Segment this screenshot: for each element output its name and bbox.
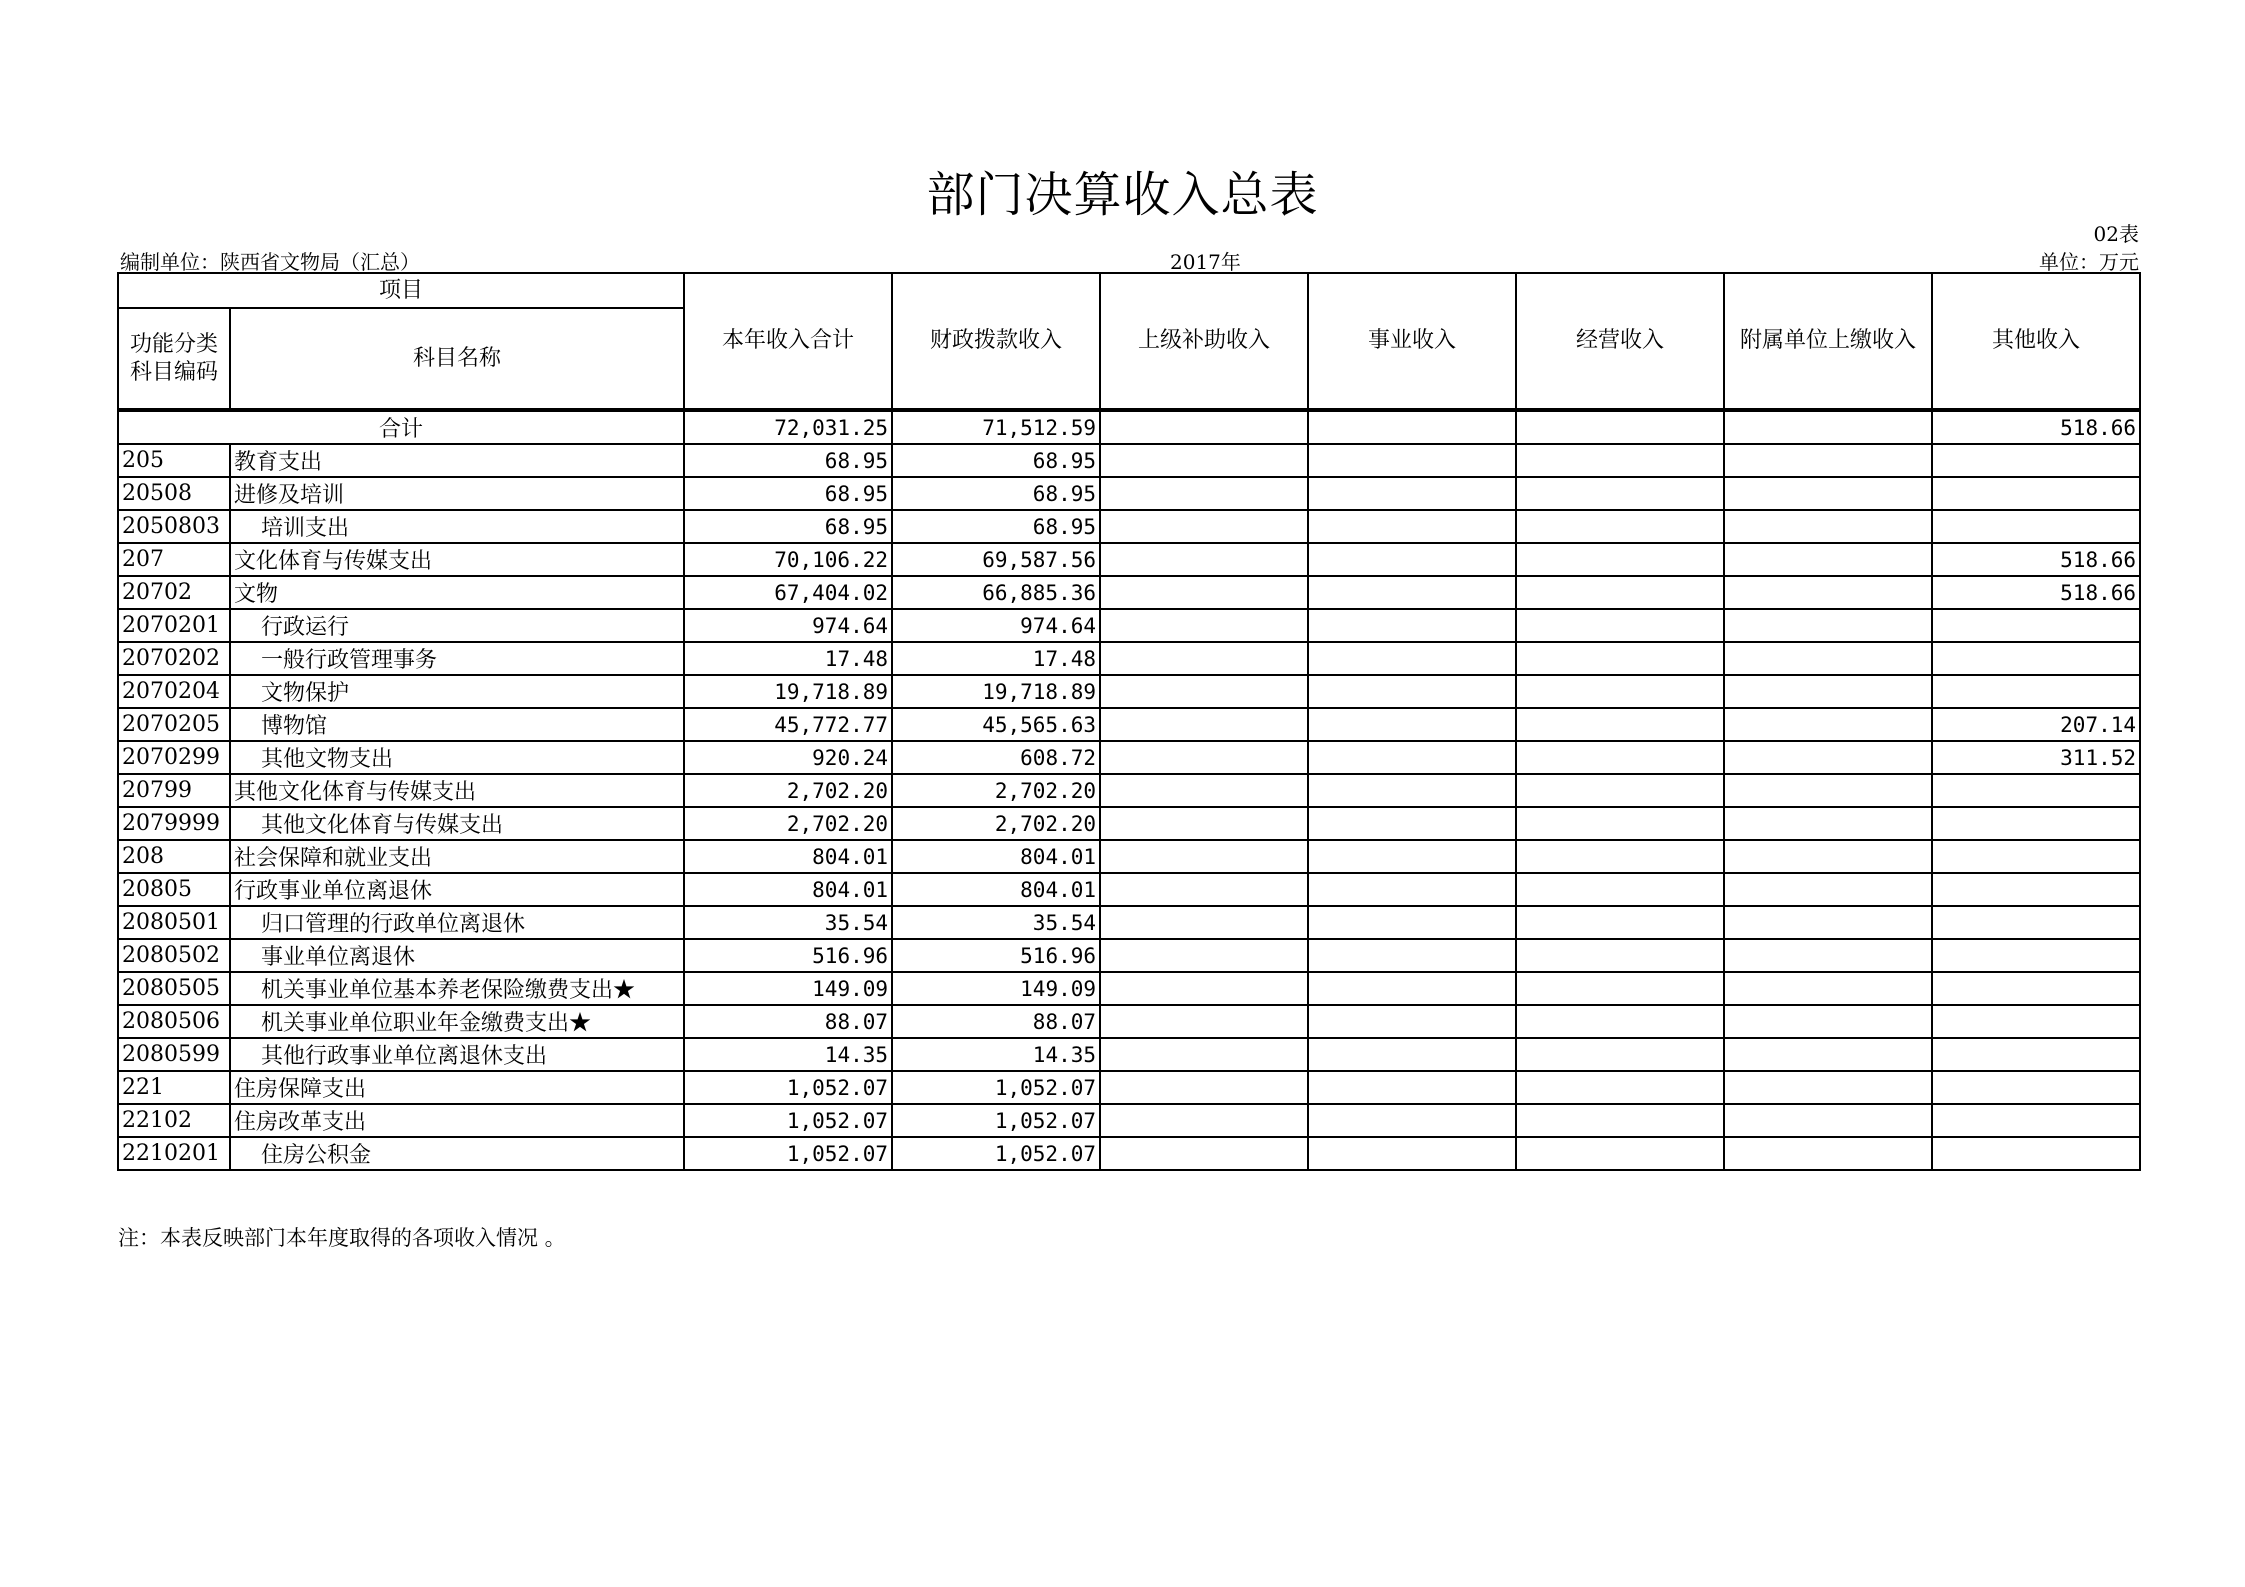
total-cell: 1,052.07: [684, 1071, 892, 1104]
total-cell: 1,052.07: [684, 1137, 892, 1170]
operating-cell: [1516, 675, 1724, 708]
operating-cell: [1516, 873, 1724, 906]
table-row: [118, 543, 2140, 576]
operating-cell: [1516, 1104, 1724, 1137]
total-cell: 17.48: [684, 642, 892, 675]
business-cell: [1308, 1071, 1516, 1104]
subject-name-cell: 机关事业单位职业年金缴费支出★: [230, 1005, 684, 1038]
other-cell: [1932, 972, 2140, 1005]
fiscal-cell: 1,052.07: [892, 1104, 1100, 1137]
header-subject-name: 科目名称: [230, 308, 684, 409]
subject-code-cell: 20508: [118, 477, 230, 510]
business-cell: [1308, 939, 1516, 972]
total-cell: 68.95: [684, 477, 892, 510]
operating-cell: [1516, 906, 1724, 939]
operating-cell: [1516, 939, 1724, 972]
subject-code-cell: 2080501: [118, 906, 230, 939]
fiscal-cell: 66,885.36: [892, 576, 1100, 609]
header-total-income: 本年收入合计: [684, 273, 892, 409]
affiliated-cell: [1724, 1005, 1932, 1038]
operating-cell: [1516, 510, 1724, 543]
affiliated-cell: [1724, 774, 1932, 807]
total-cell: 67,404.02: [684, 576, 892, 609]
other-cell: [1932, 642, 2140, 675]
business-cell: [1308, 1038, 1516, 1071]
table-row: [118, 444, 2140, 477]
operating-cell: [1516, 807, 1724, 840]
total-cell: 920.24: [684, 741, 892, 774]
table-row: [118, 1104, 2140, 1137]
affiliated-cell: [1724, 1104, 1932, 1137]
report-year: 2017年: [1170, 250, 1241, 274]
fiscal-cell: 804.01: [892, 873, 1100, 906]
fiscal-cell: 2,702.20: [892, 807, 1100, 840]
total-cell: 804.01: [684, 873, 892, 906]
table-row: [118, 609, 2140, 642]
affiliated-cell: [1724, 543, 1932, 576]
fiscal-cell: 2,702.20: [892, 774, 1100, 807]
other-cell: 207.14: [1932, 708, 2140, 741]
superior-cell: [1100, 1137, 1308, 1170]
other-cell: [1932, 1038, 2140, 1071]
superior-cell: [1100, 939, 1308, 972]
business-cell: [1308, 972, 1516, 1005]
total-cell: 68.95: [684, 510, 892, 543]
subject-code-cell: 2080502: [118, 939, 230, 972]
affiliated-cell: [1724, 609, 1932, 642]
total-cell: 149.09: [684, 972, 892, 1005]
subject-code-cell: 20799: [118, 774, 230, 807]
fiscal-cell: 14.35: [892, 1038, 1100, 1071]
business-cell: [1308, 477, 1516, 510]
table-row: [118, 1137, 2140, 1170]
other-cell: [1932, 444, 2140, 477]
affiliated-cell: [1724, 939, 1932, 972]
fiscal-cell: 516.96: [892, 939, 1100, 972]
superior-cell: [1100, 807, 1308, 840]
other-cell: 518.66: [1932, 543, 2140, 576]
other-cell: [1932, 510, 2140, 543]
subject-name-cell: 进修及培训: [230, 477, 684, 510]
operating-cell: [1516, 708, 1724, 741]
business-cell: [1308, 840, 1516, 873]
subject-code-cell: 22102: [118, 1104, 230, 1137]
subject-name-cell: 住房改革支出: [230, 1104, 684, 1137]
superior-cell: [1100, 873, 1308, 906]
affiliated-cell: [1724, 972, 1932, 1005]
subject-code-cell: 2070204: [118, 675, 230, 708]
fiscal-cell: 45,565.63: [892, 708, 1100, 741]
superior-cell: [1100, 576, 1308, 609]
subject-code-cell: 2080599: [118, 1038, 230, 1071]
table-row: [118, 840, 2140, 873]
operating-cell: [1516, 543, 1724, 576]
total-cell: 88.07: [684, 1005, 892, 1038]
fiscal-cell: 69,587.56: [892, 543, 1100, 576]
reporting-organization: 编制单位：陕西省文物局（汇总）: [120, 250, 420, 274]
other-cell: [1932, 906, 2140, 939]
subject-code-cell: 2050803: [118, 510, 230, 543]
superior-cell: [1100, 1104, 1308, 1137]
subject-name-cell: 社会保障和就业支出: [230, 840, 684, 873]
table-row: [118, 708, 2140, 741]
table-row: [118, 873, 2140, 906]
subject-code-cell: 221: [118, 1071, 230, 1104]
affiliated-cell: [1724, 576, 1932, 609]
subject-name-cell: 机关事业单位基本养老保险缴费支出★: [230, 972, 684, 1005]
fiscal-cell: 68.95: [892, 477, 1100, 510]
table-row: [118, 807, 2140, 840]
superior-cell: [1100, 477, 1308, 510]
business-cell: [1308, 543, 1516, 576]
other-cell: [1932, 477, 2140, 510]
operating-cell: [1516, 972, 1724, 1005]
table-row: [118, 774, 2140, 807]
other-cell: [1932, 807, 2140, 840]
operating-cell: [1516, 1038, 1724, 1071]
total-cell: 35.54: [684, 906, 892, 939]
table-row: [118, 510, 2140, 543]
superior-cell: [1100, 510, 1308, 543]
subject-name-cell: 住房保障支出: [230, 1071, 684, 1104]
fiscal-cell: 1,052.07: [892, 1137, 1100, 1170]
other-cell: [1932, 939, 2140, 972]
subject-name-cell: 博物馆: [230, 708, 684, 741]
operating-cell: [1516, 477, 1724, 510]
affiliated-cell: [1724, 411, 1932, 444]
total-row: [118, 411, 2140, 444]
other-cell: 518.66: [1932, 576, 2140, 609]
other-cell: 311.52: [1932, 741, 2140, 774]
other-cell: [1932, 609, 2140, 642]
affiliated-cell: [1724, 1038, 1932, 1071]
operating-cell: [1516, 774, 1724, 807]
total-cell: 804.01: [684, 840, 892, 873]
subject-code-cell: 2080505: [118, 972, 230, 1005]
affiliated-cell: [1724, 1137, 1932, 1170]
fiscal-cell: 68.95: [892, 444, 1100, 477]
header-other-income: 其他收入: [1932, 273, 2140, 409]
subject-name-cell: 行政运行: [230, 609, 684, 642]
superior-cell: [1100, 444, 1308, 477]
subject-code-cell: 2080506: [118, 1005, 230, 1038]
subject-name-cell: 文物: [230, 576, 684, 609]
affiliated-cell: [1724, 1071, 1932, 1104]
total-cell: 14.35: [684, 1038, 892, 1071]
footnote: 注：本表反映部门本年度取得的各项收入情况 。: [118, 1226, 566, 1250]
table-row: [118, 576, 2140, 609]
fiscal-cell: 71,512.59: [892, 411, 1100, 444]
subject-name-cell: 一般行政管理事务: [230, 642, 684, 675]
total-cell: 70,106.22: [684, 543, 892, 576]
business-cell: [1308, 510, 1516, 543]
affiliated-cell: [1724, 642, 1932, 675]
affiliated-cell: [1724, 840, 1932, 873]
header-superior-subsidy: 上级补助收入: [1100, 273, 1308, 409]
total-cell: 72,031.25: [684, 411, 892, 444]
business-cell: [1308, 741, 1516, 774]
business-cell: [1308, 708, 1516, 741]
table-row: [118, 1038, 2140, 1071]
currency-unit: 单位：万元: [2039, 250, 2139, 274]
table-row: [118, 741, 2140, 774]
table-row: [118, 675, 2140, 708]
table-row: [118, 477, 2140, 510]
subject-code-cell: 208: [118, 840, 230, 873]
affiliated-cell: [1724, 906, 1932, 939]
affiliated-cell: [1724, 807, 1932, 840]
page-title: 部门决算收入总表: [926, 167, 1319, 223]
affiliated-cell: [1724, 741, 1932, 774]
business-cell: [1308, 1005, 1516, 1038]
superior-cell: [1100, 1071, 1308, 1104]
subject-name-cell: 归口管理的行政单位离退休: [230, 906, 684, 939]
business-cell: [1308, 873, 1516, 906]
operating-cell: [1516, 411, 1724, 444]
affiliated-cell: [1724, 675, 1932, 708]
other-cell: 518.66: [1932, 411, 2140, 444]
business-cell: [1308, 675, 1516, 708]
subject-name-cell: 培训支出: [230, 510, 684, 543]
subject-code-cell: 20702: [118, 576, 230, 609]
table-row: [118, 1071, 2140, 1104]
fiscal-cell: 19,718.89: [892, 675, 1100, 708]
superior-cell: [1100, 642, 1308, 675]
subject-code-cell: 2070205: [118, 708, 230, 741]
subject-code-cell: 207: [118, 543, 230, 576]
affiliated-cell: [1724, 444, 1932, 477]
table-row: [118, 972, 2140, 1005]
superior-cell: [1100, 675, 1308, 708]
other-cell: [1932, 873, 2140, 906]
superior-cell: [1100, 972, 1308, 1005]
total-cell: 2,702.20: [684, 807, 892, 840]
subject-code-cell: 2070299: [118, 741, 230, 774]
business-cell: [1308, 906, 1516, 939]
business-cell: [1308, 576, 1516, 609]
business-cell: [1308, 642, 1516, 675]
operating-cell: [1516, 1071, 1724, 1104]
fiscal-cell: 1,052.07: [892, 1071, 1100, 1104]
fiscal-cell: 804.01: [892, 840, 1100, 873]
business-cell: [1308, 609, 1516, 642]
operating-cell: [1516, 1005, 1724, 1038]
affiliated-cell: [1724, 477, 1932, 510]
affiliated-cell: [1724, 873, 1932, 906]
total-label: 合计: [118, 411, 684, 444]
superior-cell: [1100, 1038, 1308, 1071]
subject-code-cell: 2079999: [118, 807, 230, 840]
superior-cell: [1100, 840, 1308, 873]
total-cell: 19,718.89: [684, 675, 892, 708]
table-row: [118, 906, 2140, 939]
subject-code-cell: 2070201: [118, 609, 230, 642]
table-row: [118, 1005, 2140, 1038]
affiliated-cell: [1724, 708, 1932, 741]
other-cell: [1932, 840, 2140, 873]
superior-cell: [1100, 741, 1308, 774]
income-summary-table: [117, 272, 2141, 1171]
subject-code-cell: 205: [118, 444, 230, 477]
business-cell: [1308, 1137, 1516, 1170]
other-cell: [1932, 1071, 2140, 1104]
other-cell: [1932, 675, 2140, 708]
subject-name-cell: 其他文物支出: [230, 741, 684, 774]
total-cell: 516.96: [684, 939, 892, 972]
other-cell: [1932, 1005, 2140, 1038]
operating-cell: [1516, 840, 1724, 873]
subject-name-cell: 事业单位离退休: [230, 939, 684, 972]
affiliated-cell: [1724, 510, 1932, 543]
fiscal-cell: 35.54: [892, 906, 1100, 939]
header-affiliated-income: 附属单位上缴收入: [1724, 273, 1932, 409]
total-cell: 1,052.07: [684, 1104, 892, 1137]
header-project: 项目: [118, 273, 684, 308]
fiscal-cell: 17.48: [892, 642, 1100, 675]
subject-name-cell: 其他文化体育与传媒支出: [230, 807, 684, 840]
business-cell: [1308, 807, 1516, 840]
business-cell: [1308, 411, 1516, 444]
subject-code-cell: 2210201: [118, 1137, 230, 1170]
superior-cell: [1100, 906, 1308, 939]
subject-name-cell: 其他文化体育与传媒支出: [230, 774, 684, 807]
subject-name-cell: 行政事业单位离退休: [230, 873, 684, 906]
subject-name-cell: 文化体育与传媒支出: [230, 543, 684, 576]
table-row: [118, 939, 2140, 972]
business-cell: [1308, 444, 1516, 477]
operating-cell: [1516, 576, 1724, 609]
fiscal-cell: 68.95: [892, 510, 1100, 543]
superior-cell: [1100, 1005, 1308, 1038]
subject-code-cell: 20805: [118, 873, 230, 906]
operating-cell: [1516, 609, 1724, 642]
fiscal-cell: 608.72: [892, 741, 1100, 774]
total-cell: 68.95: [684, 444, 892, 477]
superior-cell: [1100, 411, 1308, 444]
other-cell: [1932, 1137, 2140, 1170]
fiscal-cell: 974.64: [892, 609, 1100, 642]
superior-cell: [1100, 543, 1308, 576]
header-fiscal-appropriation: 财政拨款收入: [892, 273, 1100, 409]
operating-cell: [1516, 741, 1724, 774]
form-number: 02表: [2093, 222, 2139, 246]
subject-name-cell: 住房公积金: [230, 1137, 684, 1170]
operating-cell: [1516, 444, 1724, 477]
header-business-income: 事业收入: [1308, 273, 1516, 409]
header-function-code: 功能分类科目编码: [118, 308, 230, 409]
superior-cell: [1100, 609, 1308, 642]
subject-name-cell: 文物保护: [230, 675, 684, 708]
subject-name-cell: 教育支出: [230, 444, 684, 477]
other-cell: [1932, 774, 2140, 807]
business-cell: [1308, 774, 1516, 807]
header-operating-income: 经营收入: [1516, 273, 1724, 409]
business-cell: [1308, 1104, 1516, 1137]
operating-cell: [1516, 1137, 1724, 1170]
total-cell: 2,702.20: [684, 774, 892, 807]
operating-cell: [1516, 642, 1724, 675]
total-cell: 45,772.77: [684, 708, 892, 741]
fiscal-cell: 149.09: [892, 972, 1100, 1005]
subject-code-cell: 2070202: [118, 642, 230, 675]
other-cell: [1932, 1104, 2140, 1137]
fiscal-cell: 88.07: [892, 1005, 1100, 1038]
total-cell: 974.64: [684, 609, 892, 642]
superior-cell: [1100, 708, 1308, 741]
table-row: [118, 642, 2140, 675]
superior-cell: [1100, 774, 1308, 807]
subject-name-cell: 其他行政事业单位离退休支出: [230, 1038, 684, 1071]
